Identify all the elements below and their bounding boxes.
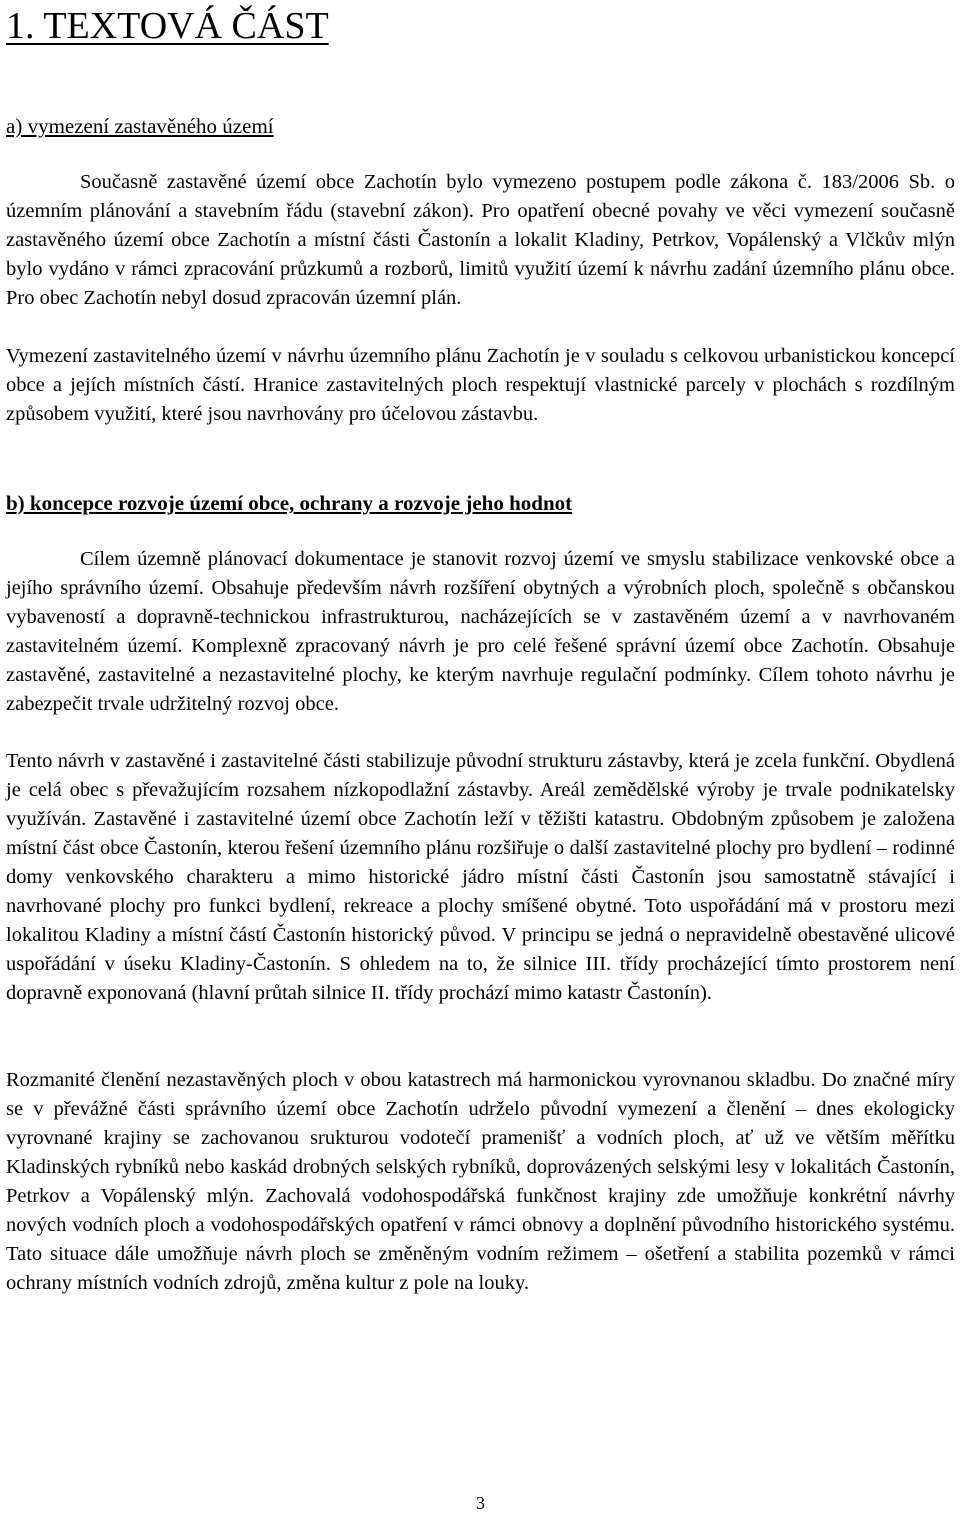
section-a-title: a) vymezení zastavěného území	[6, 114, 274, 138]
page-heading: 1. TEXTOVÁ ČÁST	[6, 5, 329, 47]
section-a-paragraph-2	[6, 342, 955, 429]
section-b-paragraph-3	[6, 1066, 955, 1298]
section-a-paragraph-2-text: Vymezení zastavitelného území v návrhu územního plánu Zachotín je v souladu s celkovou urbanistickou koncepcí obce a jejích místních částí. Hranice zastavitelných ploch respektují vlastnické parcely v plochách s rozdílným způsobem využití, které jsou navrhovány pro účelovou zástavbu.	[6, 345, 955, 425]
section-b-paragraph-2	[6, 747, 955, 1008]
page-number: 3	[476, 1493, 485, 1513]
section-a-paragraph-1	[6, 168, 955, 313]
section-a-paragraph-1-text: Současně zastavěné území obce Zachotín bylo vymezeno postupem podle zákona č. 183/2006 Sb. o územním plánování a stavebním řádu (stavební zákon). Pro opatření obecné povahy ve věci vymezení současně zastavěného území obce Zachotín a místní části Častonín a lokalit Kladiny, Petrkov, Vopálenský a Vlčkův mlýn bylo vydáno v rámci zpracování průzkumů a rozborů, limitů využití území k návrhu zadání územního plánu obce. Pro obec Zachotín nebyl dosud zpracován územní plán.	[6, 171, 955, 309]
section-b-paragraph-3-text: Rozmanité členění nezastavěných ploch v obou katastrech má harmonickou vyrovnanou skladbu. Do značné míry se v převážné části správního území obce Zachotín udrželo původní vymezení a členění – dnes ekologicky vyrovnané krajiny se zachovanou srukturou vodotečí pramenišť a vodních ploch, ať už ve větším měřítku Kladinských rybníků nebo kaskád drobných selských rybníků, doprovázených selskými lesy v lokalitách Častonín, Petrkov a Vopálenský mlýn. Zachovalá vodohospodářská funkčnost krajiny zde umožňuje konkrétní návrhy nových vodních ploch a vodohospodářských opatření v rámci obnovy a doplnění původního historického systému. Tato situace dále umožňuje návrh ploch se změněným vodním režimem – ošetření a stabilita pozemků v rámci ochrany místních vodních zdrojů, změna kultur z pole na louky.	[6, 1069, 955, 1294]
section-b-paragraph-1	[6, 545, 955, 719]
section-b-title: b) koncepce rozvoje území obce, ochrany a rozvoje jeho hodnot	[6, 491, 573, 515]
section-b-paragraph-2-text: Tento návrh v zastavěné i zastavitelné části stabilizuje původní strukturu zástavby, která je zcela funkční. Obydlená je celá obec s převažujícím rozsahem nízkopodlažní zástavby. Areál zemědělské výroby je trvale podnikatelsky využíván. Zastavěné i zastavitelné území obce Zachotín leží v těžišti katastru. Obdobným způsobem je založena místní část obce Častonín, kterou řešení územního plánu rozšiřuje o další zastavitelné plochy pro bydlení – rodinné domy venkovského charakteru a mimo historické jádro místní části Častonín jsou samostatně stávající i navrhované plochy pro funkci bydlení, rekreace a plochy smíšené obytné. Toto uspořádání má v prostoru mezi lokalitou Kladiny a místní částí Častonín historický původ. V principu se jedná o nepravidelně obestavěné ulicové uspořádání v úseku Kladiny-Častonín. S ohledem na to, že silnice III. třídy procházející tímto prostorem není dopravně exponovaná (hlavní průtah silnice II. třídy prochází mimo katastr Častonín).	[6, 750, 955, 1004]
section-b-paragraph-1-text: Cílem územně plánovací dokumentace je stanovit rozvoj území ve smyslu stabilizace venkovské obce a jejího správního území. Obsahuje především návrh rozšíření obytných a výrobních ploch, společně s občanskou vybaveností a dopravně-technickou infrastrukturou, nacházejících se v zastavěném území a v navrhovaném zastavitelném území. Komplexně zpracovaný návrh je pro celé řešené správní území obce Zachotín. Obsahuje zastavěné, zastavitelné a nezastavitelné plochy, ke kterým navrhuje regulační podmínky. Cílem tohoto návrhu je zabezpečit trvale udržitelný rozvoj obce.	[6, 548, 955, 715]
